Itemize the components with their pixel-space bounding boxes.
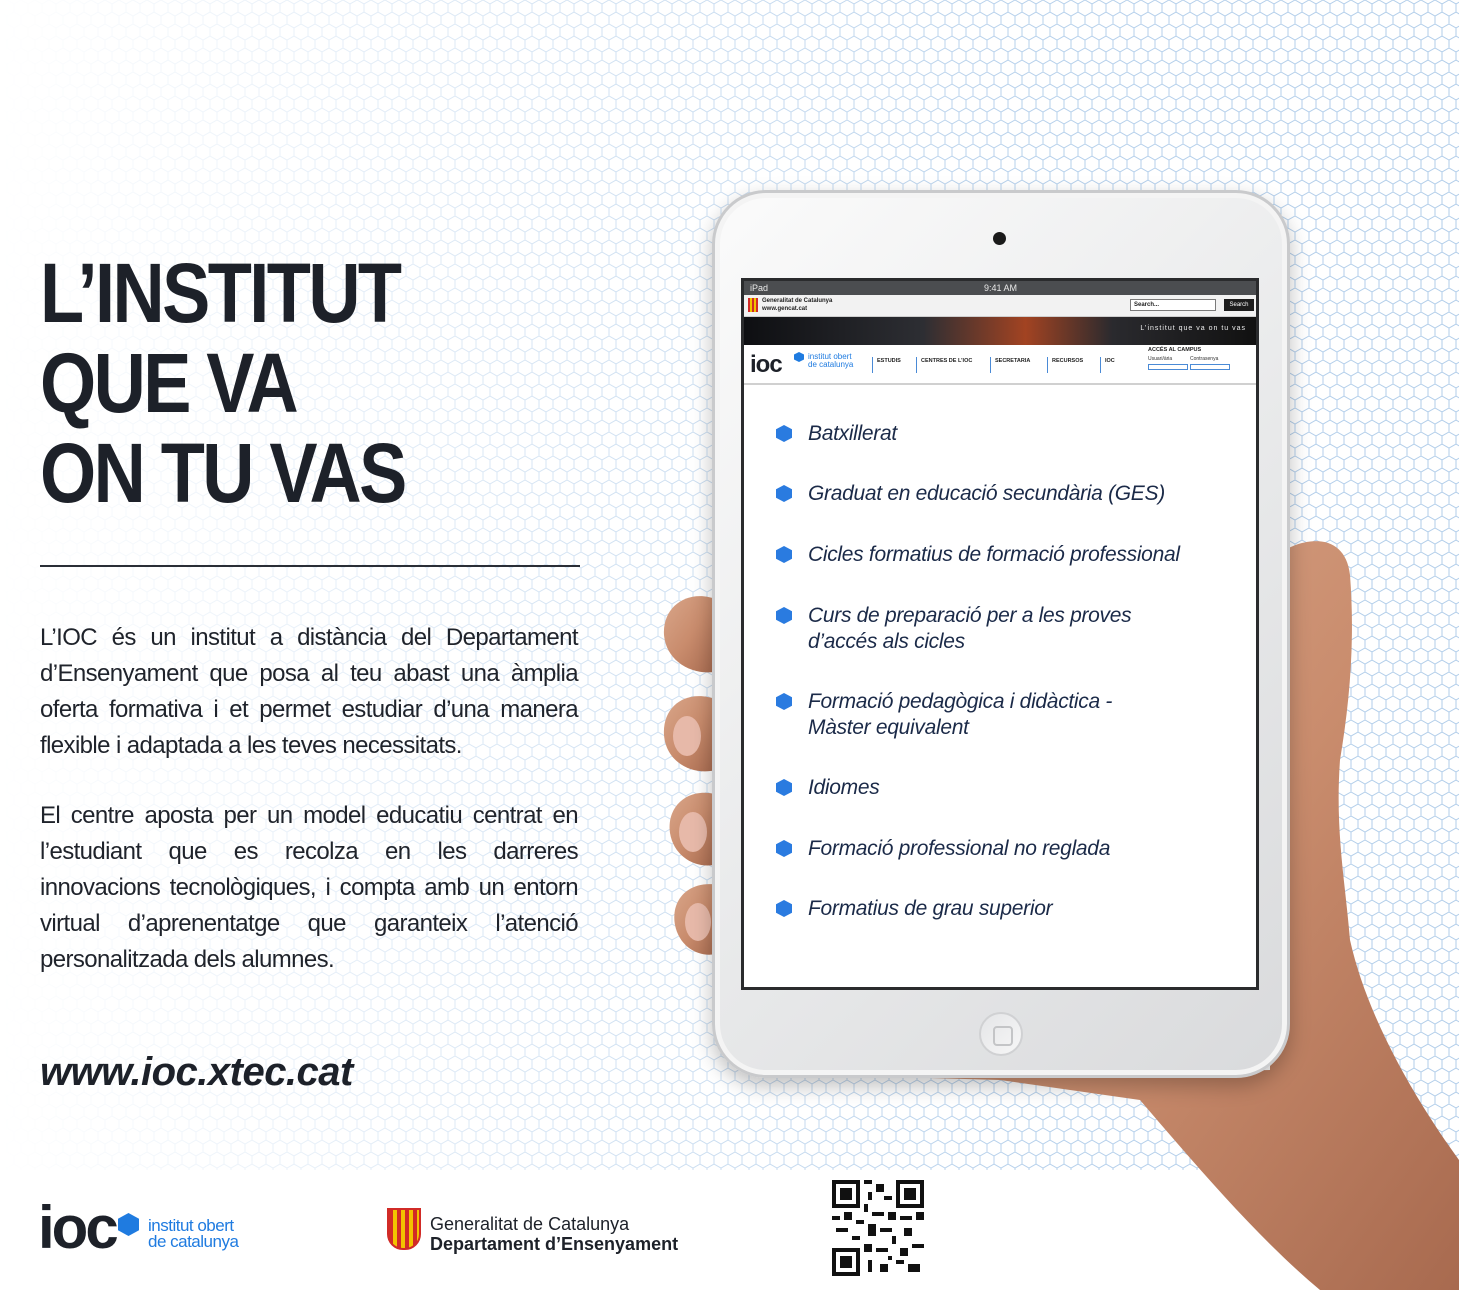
campus-title: ACCÉS AL CAMPUS (1148, 347, 1202, 353)
course-label: Graduat en educació secundària (GES) (808, 482, 1165, 505)
campus-user-field[interactable] (1148, 364, 1188, 370)
status-time: 9:41 AM (984, 283, 1018, 293)
campus-password-field[interactable] (1190, 364, 1230, 370)
course-label: Formació pedagògica i didàctica - Màster equivalent (808, 690, 1113, 739)
camera-icon (993, 232, 1006, 245)
list-item[interactable] (778, 603, 1178, 655)
home-button[interactable] (979, 1012, 1023, 1056)
course-label: Formació professional no reglada (808, 837, 1111, 860)
course-label: Idiomes (808, 776, 880, 799)
list-item[interactable] (778, 836, 1238, 862)
ioc-logo-sub1: institut obert (148, 1216, 234, 1235)
gencat-url: www.gencat.cat (762, 306, 808, 312)
ioc-logo-text[interactable]: ioc (750, 351, 782, 378)
campus-user-label: Usuari/ària (1148, 356, 1173, 362)
site-banner (744, 317, 1256, 345)
banner-tagline: L’institut que va on tu vas (1140, 325, 1246, 332)
gencat-header (744, 295, 1256, 317)
nav-secretaria[interactable]: SECRETARIA (990, 357, 1030, 373)
list-item[interactable] (778, 689, 1178, 741)
nav-estudis[interactable]: ESTUDIS (872, 357, 901, 373)
qr-code-icon[interactable] (832, 1180, 924, 1276)
ioc-logo-subtitle (148, 1218, 238, 1250)
gencat-header-text (762, 297, 832, 313)
list-item[interactable] (778, 481, 1238, 507)
hexagon-icon (794, 352, 804, 362)
ioc-logo-sub2: de catalunya (808, 360, 854, 369)
ioc-logo-sub2: de catalunya (148, 1232, 239, 1251)
website-link[interactable]: www.ioc.xtec.cat (40, 1050, 353, 1094)
ioc-logo-sub1: institut obert (808, 352, 852, 361)
gencat-logo-icon (748, 298, 758, 312)
search-input[interactable]: Search... (1130, 299, 1216, 311)
headline-line: QUE VA (40, 336, 297, 430)
nav-centres[interactable]: CENTRES DE L’IOC (916, 357, 972, 373)
nav-ioc[interactable]: IOC (1100, 357, 1115, 373)
list-item[interactable] (778, 542, 1238, 568)
course-label: Formatius de grau superior (808, 897, 1053, 920)
gencat-name: Generalitat de Catalunya (762, 298, 833, 304)
generalitat-name: Generalitat de Catalunya (430, 1214, 630, 1234)
intro-paragraph: L’IOC és un institut a distància del Departament d’Ensenyament que posa al teu abast una àmplia oferta formativa i et permet estudiar d’una manera flexible i adaptada a les teves necessitats. (40, 624, 578, 759)
course-label: Cicles formatius de formació professional (808, 543, 1180, 566)
headline-line: ON TU VAS (40, 426, 405, 520)
list-item[interactable] (778, 896, 1238, 922)
tablet-screen (741, 278, 1259, 990)
device-label: iPad (750, 283, 769, 293)
search-button[interactable]: Search (1224, 299, 1254, 311)
campus-password-label: Contrasenya (1190, 356, 1219, 362)
course-label: Curs de preparació per a les proves d’accés als cicles (808, 604, 1132, 653)
list-item[interactable] (778, 421, 1238, 447)
nav-recursos[interactable]: RECURSOS (1047, 357, 1083, 373)
model-paragraph: El centre aposta per un model educatiu centrat en l’estudiant que es recolza en les darreres innovacions tecnològiques, i compta amb un entorn virtual d’aprenentatge que garanteix l’atenció personalitzada dels alumnes. (40, 802, 578, 973)
department-name: Departament d’Ensenyament (430, 1234, 679, 1254)
course-label: Batxillerat (808, 422, 897, 445)
status-bar (744, 281, 1256, 295)
ioc-logo: ioc (38, 1194, 116, 1261)
site-nav (744, 345, 1256, 385)
generalitat-shield-icon (387, 1208, 421, 1250)
headline-line: L’INSTITUT (40, 246, 400, 340)
ioc-logo-sub (808, 353, 853, 369)
list-item[interactable] (778, 775, 1238, 801)
